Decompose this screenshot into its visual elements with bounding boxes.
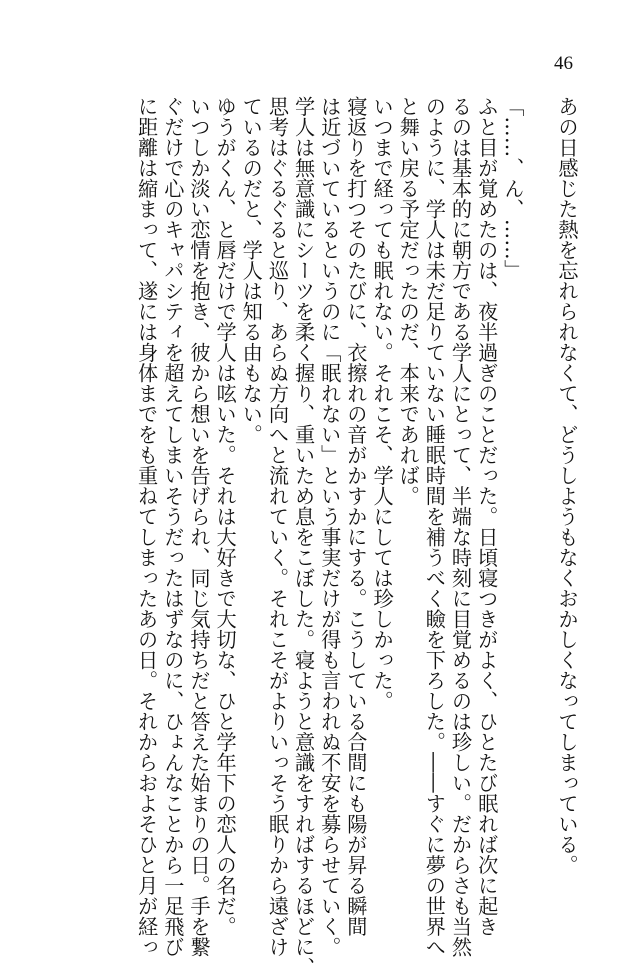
text-line: に距離は縮まって、遂には身体までをも重ねてしまったあの日。それからおよそひと月が経っ bbox=[134, 96, 159, 957]
text-line: のように、学人は未だ足りていない睡眠時間を補うべく瞼を下ろした。――すぐに夢の世界へ bbox=[422, 96, 447, 957]
text-line: ているのだと、学人は知る由もない。 bbox=[239, 96, 264, 445]
text-line: 「……、ん、……」 bbox=[500, 96, 525, 281]
text-line: 寝返りを打つそのたびに、衣擦れの音がかすかにする。こうしている合間にも陽が昇る瞬間 bbox=[343, 96, 368, 937]
text-line: 思考はぐるぐると巡り、あらぬ方向へと流れていく。それこそがよりいっそう眠りから遠ざけ bbox=[265, 96, 290, 957]
page-number: 46 bbox=[554, 53, 573, 74]
text-line: いつまで経っても眠れない。それこそ、学人にしては珍しかった。 bbox=[370, 96, 395, 711]
text-line: あの日感じた熱を忘れられなくて、どうしようもなくおかしくなってしまっている。 bbox=[555, 96, 579, 875]
text-line: いつしか淡い恋情を抱き、彼から想いを告げられ、同じ気持ちだと答えた始まりの日。手を繋 bbox=[186, 96, 211, 957]
text-line: るのは基本的に朝方である学人にとって、半端な時刻に目覚めるのは珍しい。だからさも当然 bbox=[448, 96, 473, 957]
text-line: ぐだけで心のキャパシティを超えてしまいそうだったはずなのに、ひょんなことから一足飛び bbox=[160, 96, 185, 957]
text-line: と舞い戻る予定だったのだ、本来であれば。 bbox=[396, 96, 421, 506]
text-line: は近づいているというのに「眠れない」という事実だけが得も言われぬ不安を募らせていく。 bbox=[317, 96, 342, 957]
text-line: ふと目が覚めたのは、夜半過ぎのことだった。日頃寝つきがよく、ひとたび眠れば次に起き bbox=[474, 96, 499, 937]
text-line: 学人は無意識にシーツを柔く握り、重いため息をこぼした。寝ようと意識をすればするほどに、 bbox=[291, 96, 316, 978]
text-line: ゆうがくん、と唇だけで学人は呟いた。それは大好きで大切な、ひと学年下の恋人の名だ。 bbox=[213, 96, 238, 937]
vertical-text-body bbox=[134, 96, 581, 978]
